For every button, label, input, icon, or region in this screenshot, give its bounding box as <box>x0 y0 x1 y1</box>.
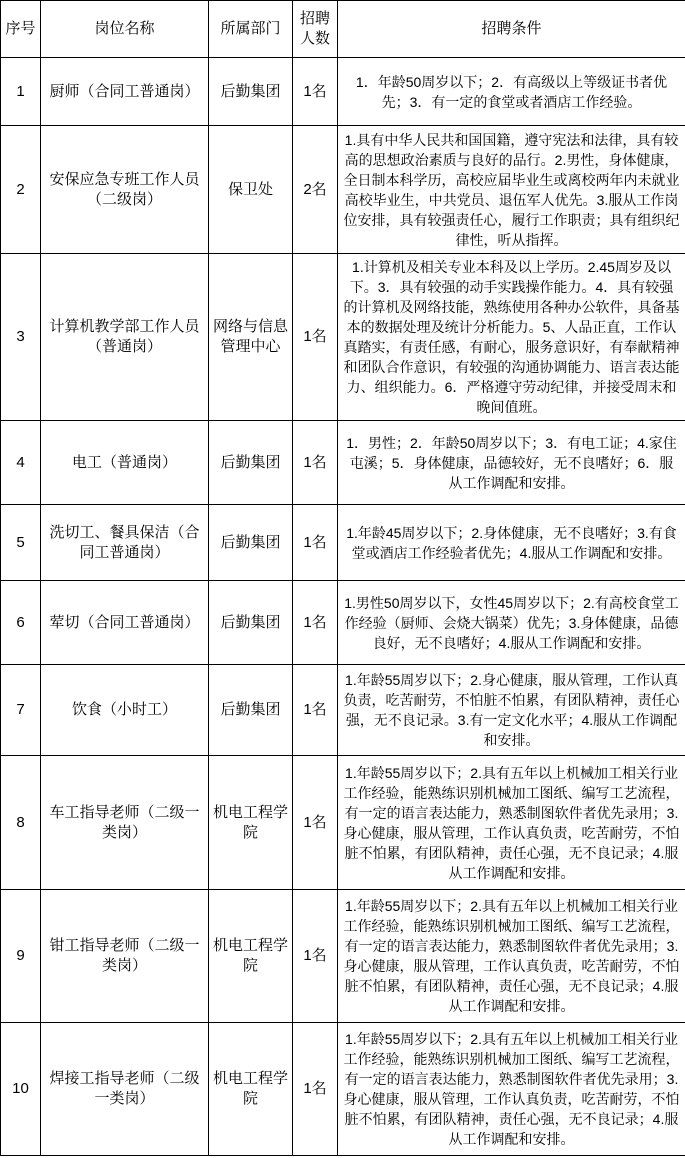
cell-position-name: 洗切工、餐具保洁（合同工普通岗） <box>41 505 209 581</box>
cell-position-name: 厨师（合同工普通岗） <box>41 58 209 126</box>
cell-recruit-count: 1名 <box>293 1023 338 1156</box>
cell-recruit-count: 1名 <box>293 58 338 126</box>
header-cell-1: 岗位名称 <box>41 1 209 58</box>
cell-recruit-conditions: 1.年龄45周岁以下；2.身体健康，无不良嗜好；3.有食堂或酒店工作经验者优先；4.服从工作调配和安排。 <box>338 505 685 581</box>
cell-serial-number: 4 <box>1 421 41 505</box>
header-row <box>1 1 685 58</box>
cell-recruit-conditions: 1．男性；2．年龄50周岁以下；3．有电工证；4.家住屯溪；5．身体健康，品德较好，无不良嗜好；6．服从工作调配和安排。 <box>338 421 685 505</box>
table-header <box>1 1 685 58</box>
cell-recruit-count: 1名 <box>293 254 338 421</box>
cell-recruit-count: 1名 <box>293 421 338 505</box>
cell-department: 后勤集团 <box>209 505 293 581</box>
cell-department: 机电工程学院 <box>209 756 293 890</box>
cell-recruit-conditions: 1.具有中华人民共和国国籍，遵守宪法和法律，具有较高的思想政治素质与良好的品行。2.男性，身体健康，全日制本科学历，高校应届毕业生或离校两年内未就业高校毕业生，中共党员、退伍军人优先。3.服从工作岗位安排，具有较强责任心，履行工作职责；具有组织纪律性，听从指挥。 <box>338 126 685 254</box>
cell-department: 机电工程学院 <box>209 1023 293 1156</box>
table-row <box>1 581 685 665</box>
cell-department: 后勤集团 <box>209 421 293 505</box>
cell-recruit-conditions: 1.年龄55周岁以下；2.具有五年以上机械加工相关行业工作经验，能熟练识别机械加工图纸、编写工艺流程，有一定的语言表达能力，熟悉制图软件者优先录用；3.身心健康，服从管理，工作认真负责，吃苦耐劳，不怕脏不怕累，有团队精神，责任心强，无不良记录；4.服从工作调配和安排。 <box>338 756 685 890</box>
cell-department: 保卫处 <box>209 126 293 254</box>
cell-recruit-conditions: 1.年龄55周岁以下；2.具有五年以上机械加工相关行业工作经验，能熟练识别机械加工图纸、编写工艺流程，有一定的语言表达能力，熟悉制图软件者优先录用；3.身心健康，服从管理，工作认真负责，吃苦耐劳，不怕脏不怕累，有团队精神，责任心强，无不良记录；4.服从工作调配和安排。 <box>338 890 685 1023</box>
cell-department: 机电工程学院 <box>209 890 293 1023</box>
cell-position-name: 焊接工指导老师（二级一类岗） <box>41 1023 209 1156</box>
header-cell-2: 所属部门 <box>209 1 293 58</box>
cell-position-name: 安保应急专班工作人员（二级岗） <box>41 126 209 254</box>
cell-serial-number: 10 <box>1 1023 41 1156</box>
cell-recruit-conditions: 1.年龄55周岁以下；2.具有五年以上机械加工相关行业工作经验，能熟练识别机械加工图纸、编写工艺流程，有一定的语言表达能力，熟悉制图软件者优先录用；3.身心健康，服从管理，工作认真负责，吃苦耐劳，不怕脏不怕累，有团队精神，责任心强，无不良记录；4.服从工作调配和安排。 <box>338 1023 685 1156</box>
table-row <box>1 505 685 581</box>
cell-recruit-conditions: 1.计算机及相关专业本科及以上学历。2.45周岁及以下。3．具有较强的动手实践操作能力。4．具有较强的计算机及网络技能，熟练使用各种办公软件，具备基本的数据处理及统计分析能力。5、人品正直，工作认真踏实，有责任感，有耐心，服务意识好，有奉献精神和团队合作意识，有较强的沟通协调能力、语言表达能力、组织能力。6．严格遵守劳动纪律，并接受周末和晚间值班。 <box>338 254 685 421</box>
cell-department: 后勤集团 <box>209 665 293 756</box>
cell-serial-number: 6 <box>1 581 41 665</box>
cell-recruit-count: 1名 <box>293 665 338 756</box>
cell-recruit-conditions: 1.年龄55周岁以下；2.身心健康，服从管理，工作认真负责，吃苦耐劳，不怕脏不怕累，有团队精神，责任心强，无不良记录。3.有一定文化水平；4.服从工作调配和安排。 <box>338 665 685 756</box>
cell-serial-number: 1 <box>1 58 41 126</box>
cell-serial-number: 5 <box>1 505 41 581</box>
cell-position-name: 计算机教学部工作人员（普通岗） <box>41 254 209 421</box>
cell-department: 后勤集团 <box>209 58 293 126</box>
cell-position-name: 电工（普通岗） <box>41 421 209 505</box>
cell-position-name: 荤切（合同工普通岗） <box>41 581 209 665</box>
cell-position-name: 钳工指导老师（二级一类岗） <box>41 890 209 1023</box>
table-row <box>1 1023 685 1156</box>
cell-serial-number: 2 <box>1 126 41 254</box>
table-row <box>1 665 685 756</box>
table-row <box>1 254 685 421</box>
cell-serial-number: 8 <box>1 756 41 890</box>
cell-recruit-conditions: 1．年龄50周岁以下；2．有高级以上等级证书者优先；3．有一定的食堂或者酒店工作经验。 <box>338 58 685 126</box>
cell-position-name: 车工指导老师（二级一类岗） <box>41 756 209 890</box>
table-row <box>1 756 685 890</box>
cell-serial-number: 9 <box>1 890 41 1023</box>
cell-serial-number: 7 <box>1 665 41 756</box>
header-cell-3: 招聘人数 <box>293 1 338 58</box>
table-row <box>1 58 685 126</box>
cell-position-name: 饮食（小时工） <box>41 665 209 756</box>
table-row <box>1 421 685 505</box>
cell-recruit-count: 1名 <box>293 890 338 1023</box>
cell-recruit-count: 2名 <box>293 126 338 254</box>
cell-recruit-conditions: 1.男性50周岁以下，女性45周岁以下；2.有高校食堂工作经验（厨师、会烧大锅菜）优先；3.身体健康，品德良好，无不良嗜好；4.服从工作调配和安排。 <box>338 581 685 665</box>
cell-recruit-count: 1名 <box>293 756 338 890</box>
header-cell-4: 招聘条件 <box>338 1 685 58</box>
cell-department: 后勤集团 <box>209 581 293 665</box>
table-row <box>1 890 685 1023</box>
cell-recruit-count: 1名 <box>293 581 338 665</box>
header-cell-0: 序号 <box>1 1 41 58</box>
table-body <box>1 58 685 1156</box>
table-row <box>1 126 685 254</box>
cell-serial-number: 3 <box>1 254 41 421</box>
cell-recruit-count: 1名 <box>293 505 338 581</box>
cell-department: 网络与信息管理中心 <box>209 254 293 421</box>
